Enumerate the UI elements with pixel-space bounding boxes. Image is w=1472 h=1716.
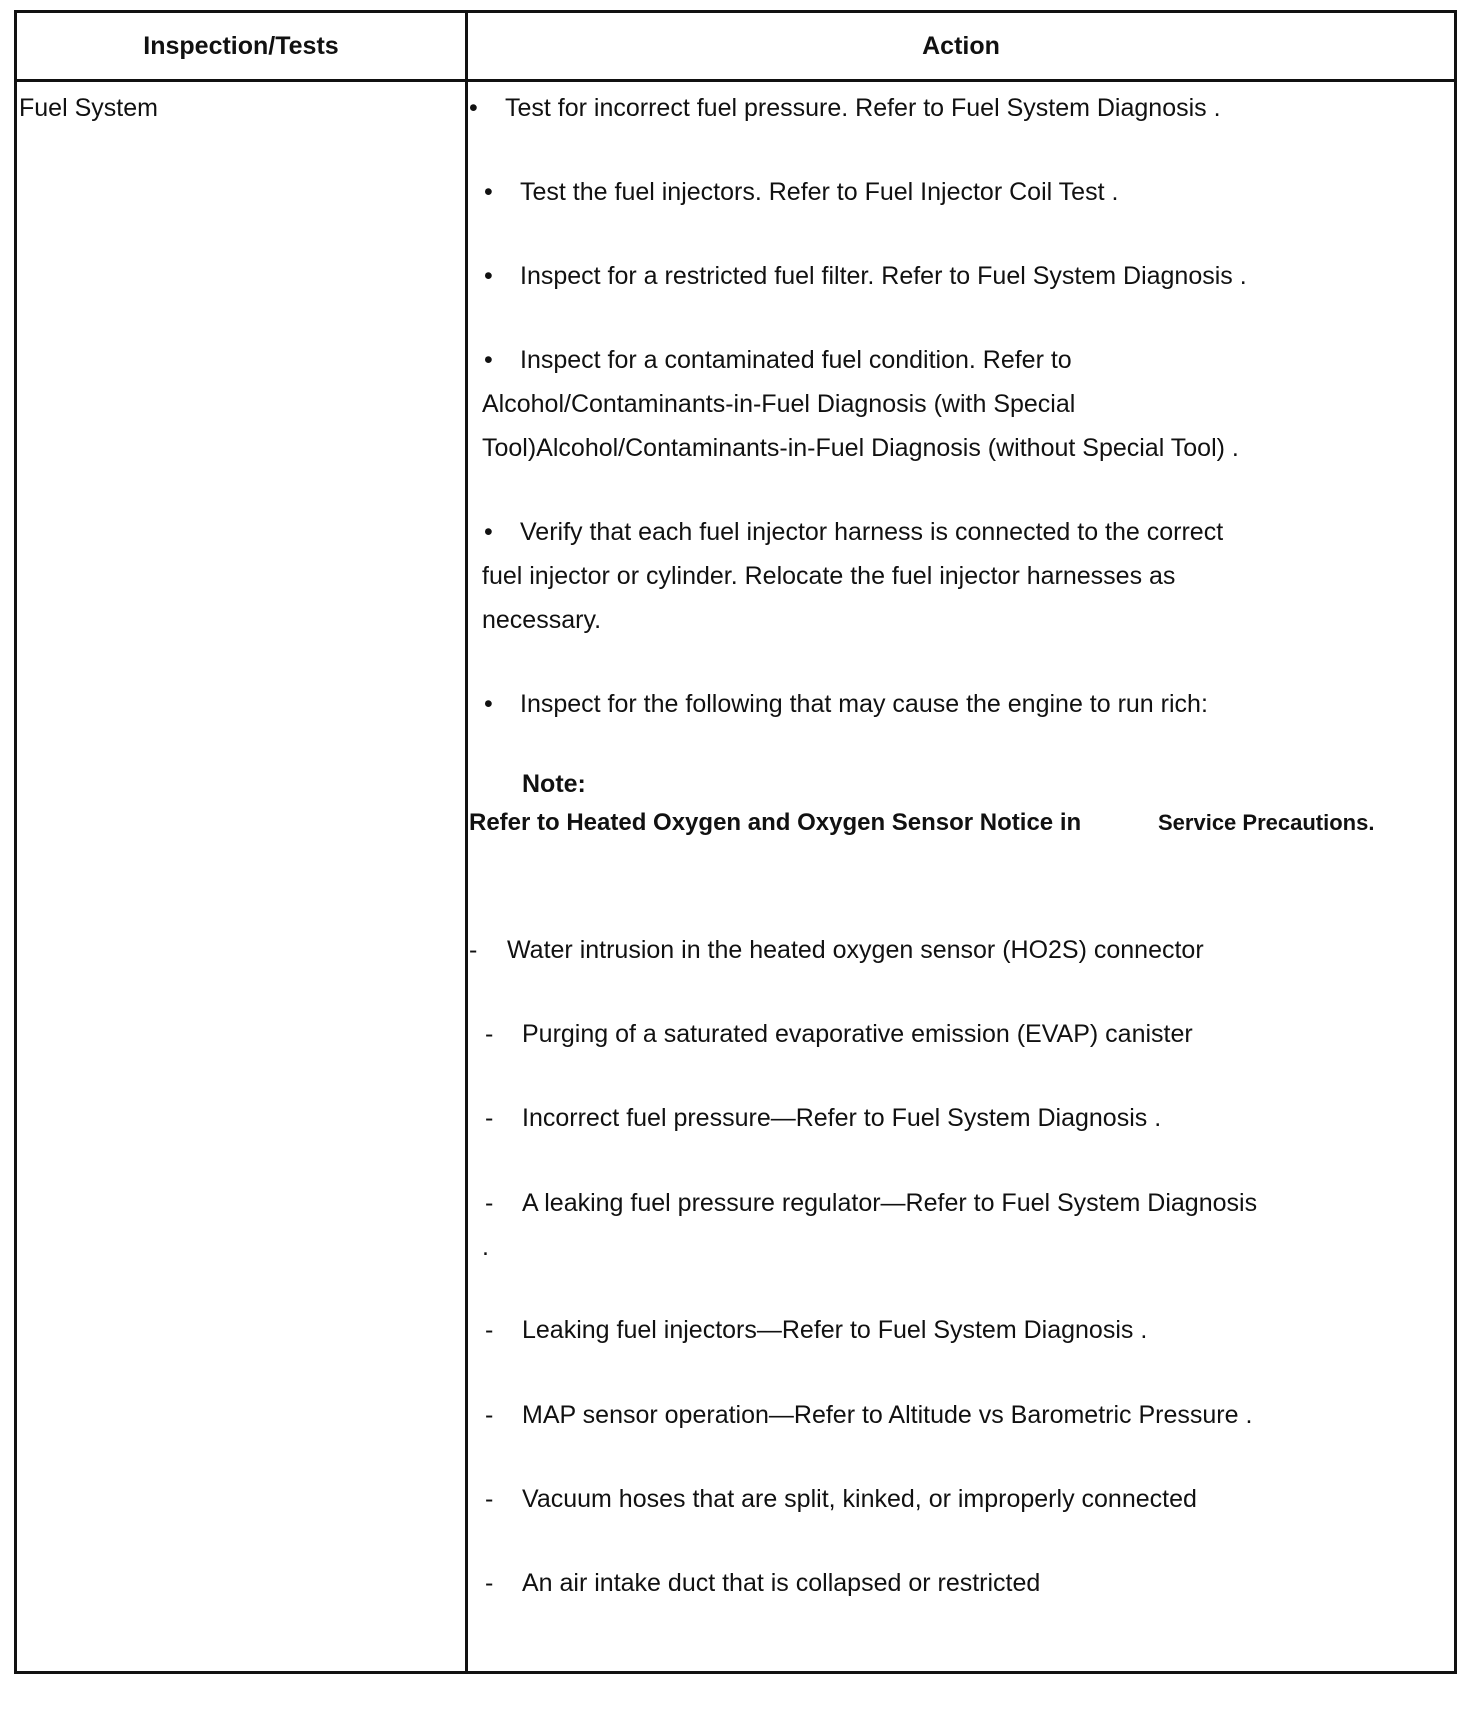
dash-marker: - (485, 1485, 494, 1513)
action-text: Test for incorrect fuel pressure. Refer to Fuel System Diagnosis . (505, 94, 1221, 122)
bullet-marker: • (484, 690, 493, 718)
dash-marker: - (469, 936, 478, 964)
action-text: Verify that each fuel injector harness is connected to the correct (520, 518, 1224, 546)
action-text: Test the fuel injectors. Refer to Fuel Injector Coil Test . (520, 178, 1119, 206)
action-text-continued: necessary. (482, 606, 602, 634)
action-text-continued: fuel injector or cylinder. Relocate the fuel injector harnesses as (482, 562, 1176, 590)
action-text: Inspect for a contaminated fuel condition. Refer to (520, 346, 1072, 374)
bullet-marker: • (469, 94, 478, 122)
subitem-text: Leaking fuel injectors—Refer to Fuel System Diagnosis . (522, 1316, 1148, 1344)
action-text: Inspect for the following that may cause the engine to run rich: (520, 690, 1208, 718)
subitem-text: Vacuum hoses that are split, kinked, or improperly connected (522, 1485, 1197, 1513)
dash-marker: - (485, 1569, 494, 1597)
header-divider (17, 79, 1454, 82)
dash-marker: - (485, 1401, 494, 1429)
inspection-table (14, 10, 1457, 1674)
subitem-text: Incorrect fuel pressure—Refer to Fuel System Diagnosis . (522, 1104, 1162, 1132)
subitem-text: Purging of a saturated evaporative emission (EVAP) canister (522, 1020, 1193, 1048)
subitem-text: An air intake duct that is collapsed or restricted (522, 1569, 1041, 1597)
header-inspection-tests: Inspection/Tests (143, 31, 339, 60)
bullet-marker: • (484, 346, 493, 374)
header-action: Action (922, 31, 1000, 60)
subitem-text: Water intrusion in the heated oxygen sensor (HO2S) connector (507, 936, 1204, 964)
subitem-text: MAP sensor operation—Refer to Altitude vs Barometric Pressure . (522, 1401, 1253, 1429)
bullet-marker: • (484, 518, 493, 546)
note-text: Refer to Heated Oxygen and Oxygen Sensor Notice in (469, 809, 1082, 836)
bullet-marker: • (484, 262, 493, 290)
column-divider (465, 13, 468, 1671)
action-text: Inspect for a restricted fuel filter. Refer to Fuel System Diagnosis . (520, 262, 1247, 290)
dash-marker: - (485, 1316, 494, 1344)
dash-marker: - (485, 1189, 494, 1217)
cell-fuel-system: Fuel System (19, 94, 158, 122)
dash-marker: - (485, 1104, 494, 1132)
subitem-text: A leaking fuel pressure regulator—Refer to Fuel System Diagnosis (522, 1189, 1258, 1217)
subitem-text-continued: . (482, 1233, 489, 1261)
action-text-continued: Alcohol/Contaminants-in-Fuel Diagnosis (with Special (482, 390, 1076, 418)
dash-marker: - (485, 1020, 494, 1048)
note-link-service-precautions: Service Precautions. (1158, 810, 1375, 835)
note-label: Note: (522, 770, 586, 798)
bullet-marker: • (484, 178, 493, 206)
action-text-continued: Tool)Alcohol/Contaminants-in-Fuel Diagnosis (without Special Tool) . (482, 434, 1239, 462)
